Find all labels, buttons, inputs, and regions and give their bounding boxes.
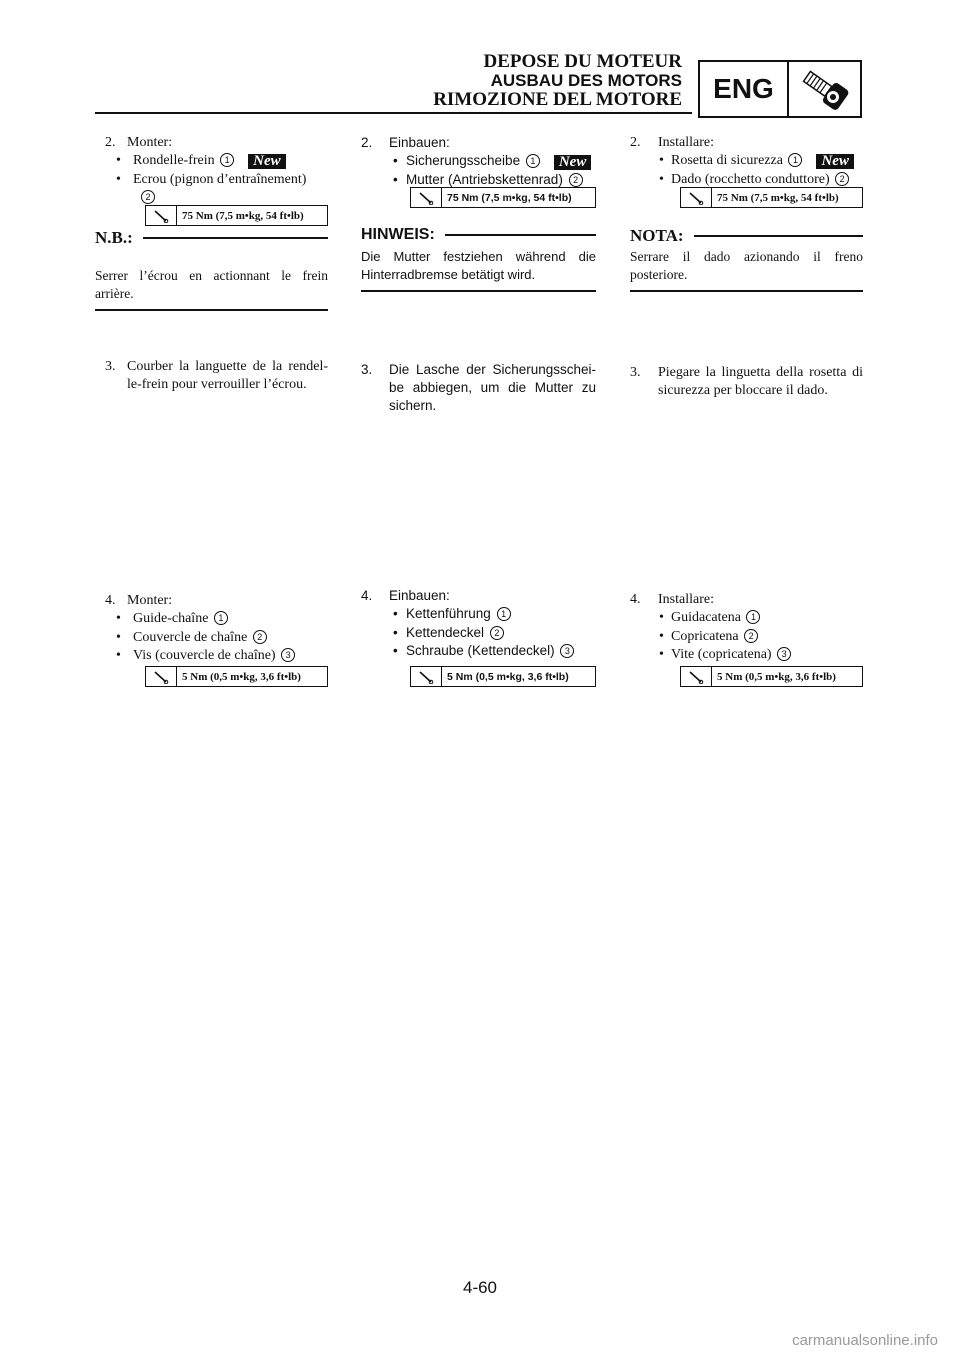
callout-ref: 2 [569, 173, 583, 187]
list-item: • Mutter (Antriebskettenrad) 2 [361, 171, 596, 190]
torque-spec [145, 666, 328, 687]
list-item: • Kettendeckel 2 [361, 624, 596, 643]
new-badge: New [554, 155, 592, 170]
step-title: Einbauen: [389, 588, 450, 603]
torque-value: 75 Nm (7,5 m•kg, 54 ft•lb) [717, 191, 839, 204]
step-text: Piegare la linguetta della rosetta di sicurezza per bloccare il dado. [658, 365, 863, 398]
step-number: 2. [105, 135, 116, 150]
list-item: • Guide-chaîne 1 [95, 610, 328, 629]
callout-ref: 1 [526, 154, 540, 168]
note-end-rule [361, 290, 596, 292]
torque-value: 5 Nm (0,5 m•kg, 3,6 ft•lb) [447, 670, 569, 683]
callout-ref: 1 [788, 153, 802, 167]
torque-wrench-icon [681, 667, 712, 686]
callout-ref: 2 [141, 190, 155, 204]
callout-ref: 2 [253, 630, 267, 644]
callout-ref: 2 [835, 172, 849, 186]
page-header-titles [433, 52, 682, 109]
step-4: 4. Installare: • Guidacatena 1 • Copricatena 2 • Vite (copricatena) 3 [630, 591, 863, 665]
torque-spec [680, 666, 863, 687]
step-4: 4. Monter: • Guide-chaîne 1 • Couvercle de chaîne 2 • Vis (couvercle de chaîne) 3 [95, 592, 328, 666]
callout-ref: 2 [744, 629, 758, 643]
list-item: • Vite (copricatena) 3 [630, 646, 863, 665]
step-text: Die Lasche der Sicherungsschei-be abbiegen, um die Mutter zu sichern. [389, 362, 596, 413]
list-item: • Rosetta di sicurezza 1 New [630, 152, 863, 171]
list-item: • Sicherungsscheibe 1 New [361, 152, 596, 171]
step-3: 3. Piegare la linguetta della rosetta di sicurezza per bloccare il dado. [630, 365, 863, 398]
step-4: 4. Einbauen: • Kettenführung 1 • Kettendeckel 2 • Schraube (Kettendeckel) 3 [361, 587, 596, 661]
list-item: • Dado (rocchetto conduttore) 2 [630, 171, 863, 190]
note-body: Die Mutter festziehen während die Hinterradbremse betätigt wird. [361, 249, 596, 282]
callout-ref: 3 [777, 647, 791, 661]
note-title: N.B.: [95, 228, 133, 247]
header-rule [95, 112, 692, 114]
torque-value: 75 Nm (7,5 m•kg, 54 ft•lb) [447, 191, 572, 204]
torque-wrench-icon [411, 667, 442, 686]
list-item: • Rondelle-frein 1 New [95, 152, 328, 171]
callout-ref: 1 [220, 153, 234, 167]
torque-wrench-icon [681, 188, 712, 207]
torque-spec [410, 187, 596, 208]
callout-ref: 1 [497, 607, 511, 621]
list-item: • Kettenführung 1 [361, 605, 596, 624]
list-item: • Vis (couvercle de chaîne) 3 [95, 647, 328, 666]
note-body: Serrare il dado azionando il freno posteriore. [630, 249, 863, 282]
note-end-rule [630, 290, 863, 292]
torque-value: 5 Nm (0,5 m•kg, 3,6 ft•lb) [717, 670, 836, 683]
callout-ref: 1 [746, 610, 760, 624]
section-code: ENG [700, 62, 789, 116]
header-title-de: AUSBAU DES MOTORS [490, 71, 682, 90]
note-title: NOTA: [630, 226, 684, 245]
list-item: • Couvercle de chaîne 2 [95, 629, 328, 648]
step-3: 3. Courber la languette de la rendel-le-frein pour verrouiller l’écrou. [105, 359, 328, 392]
torque-wrench-icon [411, 188, 442, 207]
note-title: HINWEIS: [361, 226, 435, 243]
step-2: 2. Einbauen: • Sicherungsscheibe 1 New • Mutter (Antriebskettenrad) 2 [361, 134, 596, 189]
callout-ref: 2 [490, 626, 504, 640]
list-item: • Copricatena 2 [630, 628, 863, 647]
torque-wrench-icon [146, 206, 177, 225]
torque-value: 5 Nm (0,5 m•kg, 3,6 ft•lb) [182, 670, 301, 683]
torque-wrench-icon [146, 667, 177, 686]
step-title: Einbauen: [389, 135, 450, 150]
callout-ref: 1 [214, 611, 228, 625]
note-body: Serrer l’écrou en actionnant le frein arrière. [95, 268, 328, 301]
engine-bolt-icon [789, 62, 860, 116]
note-end-rule [95, 309, 328, 311]
note-header [630, 226, 863, 246]
list-item: • Ecrou (pignon d’entraînement) [95, 171, 328, 190]
step-text: Courber la languette de la rendel-le-frein pour verrouiller l’écrou. [127, 359, 328, 392]
new-badge: New [248, 154, 286, 169]
note-header [95, 228, 328, 248]
step-2 [95, 134, 328, 207]
step-title: Monter: [127, 593, 173, 608]
torque-spec [680, 187, 863, 208]
header-title-fr: DEPOSE DU MOTEUR [483, 51, 682, 72]
list-item: • Guidacatena 1 [630, 609, 863, 628]
torque-value: 75 Nm (7,5 m•kg, 54 ft•lb) [182, 209, 304, 222]
callout-ref: 3 [281, 648, 295, 662]
list-item: • Schraube (Kettendeckel) 3 [361, 642, 596, 661]
torque-spec [145, 205, 328, 226]
header-title-it: RIMOZIONE DEL MOTORE [433, 89, 682, 110]
new-badge: New [816, 154, 854, 169]
step-2: 2. Installare: • Rosetta di sicurezza 1 New • Dado (rocchetto conduttore) 2 [630, 134, 863, 189]
section-tab [698, 60, 862, 118]
watermark: carmanualsonline.info [792, 1332, 938, 1349]
step-title: Installare: [658, 135, 714, 150]
torque-spec [410, 666, 596, 687]
callout-ref: 3 [560, 644, 574, 658]
page-number: 4-60 [462, 1278, 498, 1297]
step-title: Installare: [658, 592, 714, 607]
step-3: 3. Die Lasche der Sicherungsschei-be abbiegen, um die Mutter zu sichern. [361, 362, 596, 413]
note-header [361, 226, 596, 244]
step-title: Monter: [127, 135, 173, 150]
